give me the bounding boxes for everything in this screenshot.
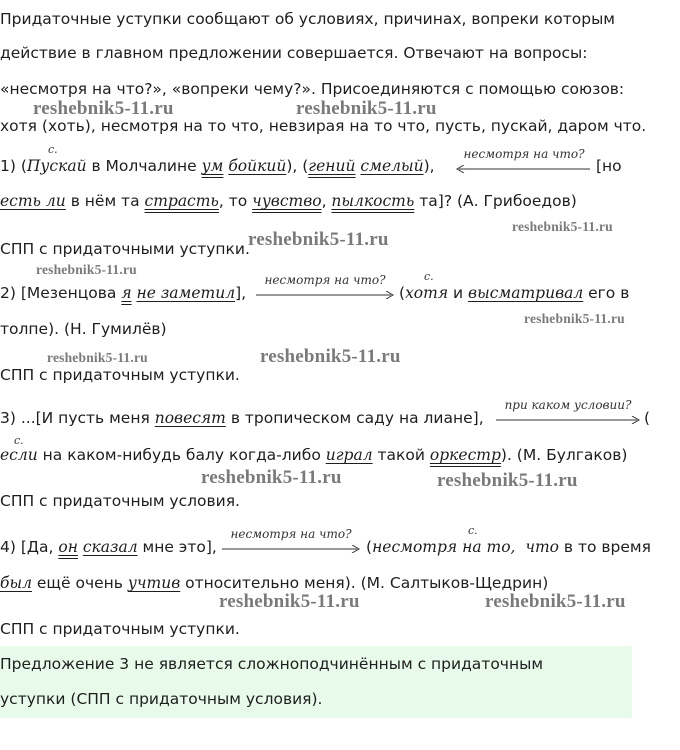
note-line-2: уступки (СПП с придаточным условия). (0, 690, 323, 708)
watermark: reshebnik5-11.ru (33, 98, 174, 119)
note-line-1: Предложение 3 не является сложноподчинённым с придаточным (0, 655, 544, 673)
subject-word: он (58, 538, 78, 556)
question-label: при каком условии? (504, 398, 632, 412)
watermark: reshebnik5-11.ru (296, 98, 437, 119)
arrow-right-icon (496, 416, 640, 424)
example-1-result: СПП с придаточными уступки. (0, 240, 250, 258)
subject-word: страсть (144, 192, 219, 210)
example-4-line-2: был ещё очень учтив относительно меня). (М. Салтыков-Щедрин) (0, 574, 549, 592)
watermark: reshebnik5-11.ru (437, 470, 578, 491)
conjunction-word: что (525, 538, 559, 556)
subject-word: ум (201, 157, 224, 175)
example-4-result: СПП с придаточным уступки. (0, 620, 240, 638)
subject-word: пылкость (331, 192, 415, 210)
subject-word: я (121, 284, 132, 302)
predicate-word: есть ли (0, 192, 66, 210)
conjunction-mark: с. (48, 143, 58, 156)
subject-word: оркестр (429, 446, 501, 464)
example-1-line-1: 1) (Пускай в Молчалине ум бойкий), (гений смелый), (0, 157, 435, 175)
conjunction-mark: с. (468, 524, 478, 537)
predicate-word: был (0, 574, 32, 592)
example-4-line-1: 4) [Да, он сказал мне это], (0, 538, 217, 556)
predicate-word: играл (325, 446, 373, 464)
subject-word: чувство (252, 192, 322, 210)
example-2-line-1b: (хотя и высматривал его в (399, 284, 630, 302)
example-1-bracket: [но (596, 157, 622, 175)
watermark: reshebnik5-11.ru (524, 311, 625, 326)
conjunction-word: несмотря на то, (372, 538, 516, 556)
example-3-paren: ( (644, 409, 651, 427)
watermark: reshebnik5-11.ru (201, 467, 342, 488)
example-2-line-1: 2) [Мезенцова я не заметил], (0, 284, 247, 302)
intro-line-2: действие в главном предложении совершается. Отвечают на вопросы: (0, 44, 588, 62)
example-3-line-2: если на каком-нибудь балу когда-либо играл такой оркестр). (М. Булгаков) (0, 446, 628, 464)
intro-line-4: хотя (хоть), несмотря на то что, невзирая на то что, пусть, пускай, даром что. (0, 117, 647, 135)
predicate-word: бойкий (228, 157, 287, 175)
question-label: несмотря на что? (230, 527, 352, 541)
intro-line-1: Придаточные уступки сообщают об условиях, причинах, вопреки которым (0, 10, 615, 28)
example-3-line-1: 3) ...[И пусть меня повесят в тропическом саду на лиане], (0, 409, 484, 427)
watermark: reshebnik5-11.ru (47, 350, 148, 365)
conjunction-word: Пускай (26, 157, 87, 175)
example-4-line-1b: (несмотря на то, что в то время (366, 538, 651, 556)
question-label: несмотря на что? (264, 273, 386, 287)
example-2-result: СПП с придаточным уступки. (0, 366, 240, 384)
intro-line-3: «несмотря на что?», «вопреки чему?». Присоединяются с помощью союзов: (0, 80, 625, 98)
predicate-word: высматривал (468, 284, 584, 302)
watermark: reshebnik5-11.ru (248, 229, 389, 250)
arrow-right-icon (256, 291, 394, 299)
arrow-right-icon (222, 545, 360, 553)
watermark: reshebnik5-11.ru (36, 262, 137, 277)
watermark: reshebnik5-11.ru (260, 346, 401, 367)
conjunction-word: если (0, 446, 38, 464)
watermark: reshebnik5-11.ru (219, 591, 360, 612)
subject-word: гений (308, 157, 356, 175)
conjunction-word: хотя (405, 284, 449, 302)
arrow-left-icon (456, 165, 590, 173)
conclusion-note (0, 646, 632, 718)
example-3-result: СПП с придаточным условия. (0, 492, 240, 510)
example-2-line-2: толпе). (Н. Гумилёв) (0, 320, 167, 338)
watermark: reshebnik5-11.ru (512, 219, 613, 234)
predicate-word: смелый (360, 157, 424, 175)
example-1-line-2: есть ли в нём та страсть, то чувство, пылкость та]? (А. Грибоедов) (0, 192, 577, 210)
watermark: reshebnik5-11.ru (485, 591, 626, 612)
conjunction-mark: с. (14, 434, 24, 447)
predicate-word: повесят (154, 409, 226, 427)
predicate-word: учтив (127, 574, 181, 592)
predicate-word: сказал (82, 538, 138, 556)
conjunction-mark: с. (424, 270, 434, 283)
question-label: несмотря на что? (463, 147, 585, 161)
predicate-word: не заметил (136, 284, 236, 302)
